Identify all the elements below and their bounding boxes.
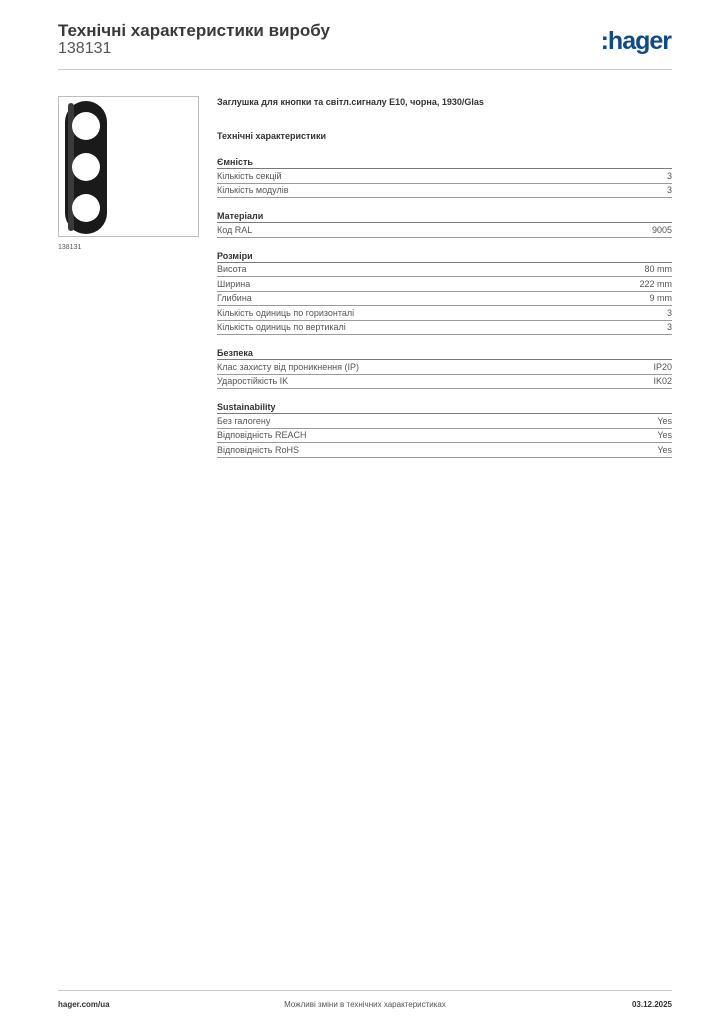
spec-value: 222 mm: [639, 278, 672, 289]
spec-value: 3: [666, 185, 672, 196]
spec-row: [217, 184, 672, 199]
spec-value: 80 mm: [644, 264, 672, 275]
hager-logo: [592, 27, 672, 55]
spec-group-safety: [217, 347, 672, 389]
spec-value: 9 mm: [649, 293, 672, 304]
spec-label: Відповідність REACH: [217, 430, 307, 441]
spec-row: [217, 429, 672, 444]
group-title: Sustainability: [217, 401, 672, 414]
footer-website-link[interactable]: hager.com/ua: [58, 1000, 110, 1009]
spec-label: Клас захисту від проникнення (IP): [217, 361, 360, 372]
spec-label: Кількість модулів: [217, 185, 289, 196]
page-footer: [58, 990, 672, 1017]
spec-row: [217, 360, 672, 375]
three-gang-frame-icon: [59, 97, 198, 236]
spec-group-dimensions: [217, 250, 672, 336]
spec-row: [217, 277, 672, 292]
product-image: [58, 96, 199, 237]
spec-row: [217, 375, 672, 390]
spec-groups: [217, 156, 672, 458]
spec-row: [217, 223, 672, 238]
spec-group-capacity: [217, 156, 672, 198]
spec-row: [217, 292, 672, 307]
spec-label: Ударостійкість IK: [217, 376, 289, 387]
spec-value: 3: [666, 307, 672, 318]
spec-row: [217, 414, 672, 429]
group-title: Матеріали: [217, 210, 672, 223]
page-header: [58, 20, 672, 70]
image-caption: 138131: [58, 244, 82, 251]
product-code: 138131: [58, 40, 112, 57]
group-title: Розміри: [217, 250, 672, 263]
spec-row: [217, 443, 672, 458]
spec-value: Yes: [657, 430, 672, 441]
spec-value: IK02: [653, 376, 672, 387]
spec-row: [217, 321, 672, 336]
group-title: Ємність: [217, 156, 672, 169]
spec-value: IP20: [653, 361, 672, 372]
spec-label: Кількість одиниць по вертикалі: [217, 322, 346, 333]
specs-heading: Технічні характеристики: [217, 131, 326, 141]
product-name: Заглушка для кнопки та світл.сигналу E10, чорна, 1930/Glas: [217, 97, 484, 107]
spec-label: Відповідність RoHS: [217, 444, 299, 455]
spec-value: 3: [666, 322, 672, 333]
spec-label: Висота: [217, 264, 247, 275]
spec-group-sustainability: [217, 401, 672, 458]
footer-disclaimer: Можливі зміни в технічних характеристиках: [284, 1000, 446, 1009]
spec-row: [217, 263, 672, 278]
spec-label: Глибина: [217, 293, 252, 304]
spec-row: [217, 169, 672, 184]
spec-label: Кількість секцій: [217, 170, 282, 181]
spec-content: [217, 96, 672, 470]
page-title: Технічні характеристики виробу: [58, 21, 330, 40]
spec-label: Без галогену: [217, 415, 271, 426]
footer-date: 03.12.2025: [631, 1000, 672, 1009]
spec-group-materials: [217, 210, 672, 238]
spec-label: Кількість одиниць по горизонталі: [217, 307, 355, 318]
spec-label: Ширина: [217, 278, 251, 289]
spec-row: [217, 306, 672, 321]
spec-label: Код RAL: [217, 224, 253, 235]
spec-value: 3: [666, 170, 672, 181]
logo-text: :hager: [600, 27, 671, 55]
spec-value: Yes: [657, 415, 672, 426]
spec-value: Yes: [657, 444, 672, 455]
group-title: Безпека: [217, 347, 672, 360]
spec-value: 9005: [651, 224, 672, 235]
